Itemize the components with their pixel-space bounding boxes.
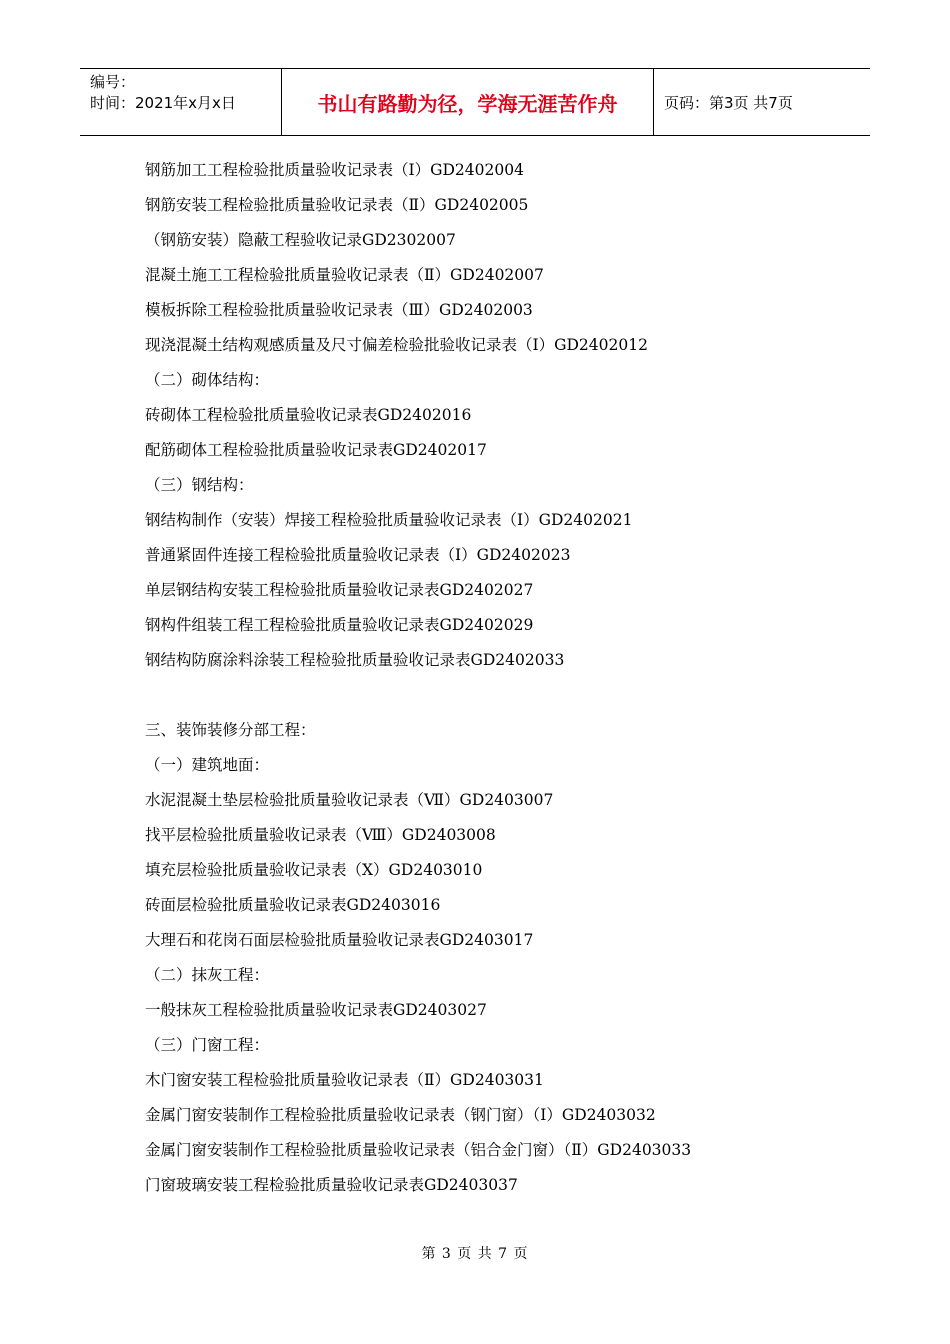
chapter-heading: 三、装饰装修分部工程： [145,721,316,739]
list-item: 一般抹灰工程检验批质量验收记录表GD2403027 [145,1001,487,1019]
header-page-info: 页码：第3页 共7页 [664,93,793,112]
document-body [145,153,845,1203]
list-item: 普通紧固件连接工程检验批质量验收记录表（Ⅰ）GD2402023 [145,546,571,564]
list-item: 模板拆除工程检验批质量验收记录表（Ⅲ）GD2402003 [145,301,533,319]
list-item: 钢筋加工工程检验批质量验收记录表（Ⅰ）GD2402004 [145,161,524,179]
section-heading: （一）建筑地面： [145,756,270,774]
page-header [80,68,870,136]
list-item: 木门窗安装工程检验批质量验收记录表（Ⅱ）GD2403031 [145,1071,544,1089]
list-item: 金属门窗安装制作工程检验批质量验收记录表（钢门窗）（Ⅰ）GD2403032 [145,1106,656,1124]
list-item: 钢结构制作（安装）焊接工程检验批质量验收记录表（Ⅰ）GD2402021 [145,511,633,529]
list-item: 配筋砌体工程检验批质量验收记录表GD2402017 [145,441,487,459]
list-item: 钢构件组装工程工程检验批质量验收记录表GD2402029 [145,616,534,634]
list-item: 水泥混凝土垫层检验批质量验收记录表（Ⅶ）GD2403007 [145,791,554,809]
header-meta [80,69,282,135]
document-number-label: 编号： [90,73,136,91]
list-item: 钢筋安装工程检验批质量验收记录表（Ⅱ）GD2402005 [145,196,529,214]
list-item: 填充层检验批质量验收记录表（Ⅹ）GD2403010 [145,861,483,879]
list-item: （钢筋安装）隐蔽工程验收记录GD2302007 [145,231,456,249]
section-heading: （二）抹灰工程： [145,966,270,984]
list-item: 大理石和花岗石面层检验批质量验收记录表GD2403017 [145,931,534,949]
list-item: 砖砌体工程检验批质量验收记录表GD2402016 [145,406,472,424]
document-date: 时间：2021年x月x日 [90,94,236,112]
header-motto: 书山有路勤为径，学海无涯苦作舟 [282,69,654,135]
list-item: 钢结构防腐涂料涂装工程检验批质量验收记录表GD2402033 [145,651,565,669]
list-item: 金属门窗安装制作工程检验批质量验收记录表（铝合金门窗）（Ⅱ）GD2403033 [145,1141,692,1159]
list-item: 门窗玻璃安装工程检验批质量验收记录表GD2403037 [145,1176,518,1194]
blank-line [145,678,845,713]
list-item: 找平层检验批质量验收记录表（Ⅷ）GD2403008 [145,826,496,844]
list-item: 混凝土施工工程检验批质量验收记录表（Ⅱ）GD2402007 [145,266,544,284]
section-heading: （三）钢结构： [145,476,254,494]
section-heading: （二）砌体结构： [145,371,270,389]
list-item: 单层钢结构安装工程检验批质量验收记录表GD2402027 [145,581,534,599]
page-footer: 第 3 页 共 7 页 [421,1246,529,1262]
section-heading: （三）门窗工程： [145,1036,270,1054]
list-item: 现浇混凝土结构观感质量及尺寸偏差检验批验收记录表（Ⅰ）GD2402012 [145,336,648,354]
list-item: 砖面层检验批质量验收记录表GD2403016 [145,896,441,914]
